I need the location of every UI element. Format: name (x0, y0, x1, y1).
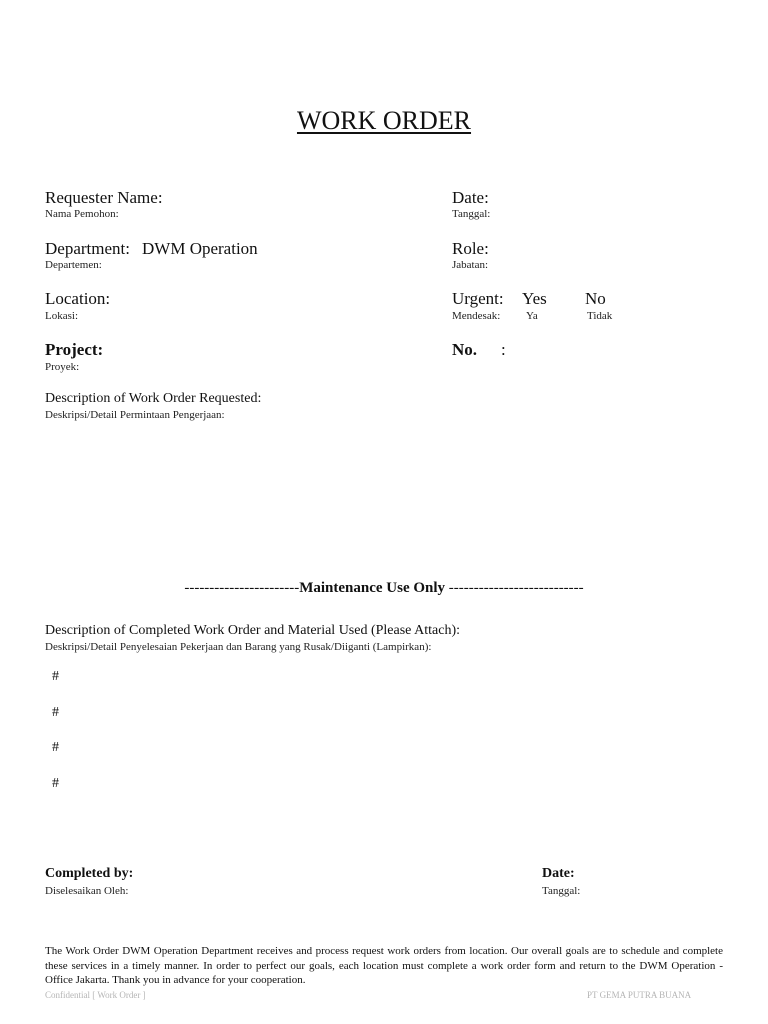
maintenance-dashes-left: ----------------------- (184, 580, 300, 596)
list-item: # (52, 705, 59, 720)
urgent-no-option[interactable]: No (585, 289, 606, 308)
project-sublabel: Proyek: (45, 361, 80, 373)
urgent-no-sublabel: Tidak (587, 310, 613, 322)
completed-date-sublabel: Tanggal: (542, 885, 581, 897)
maintenance-divider (0, 580, 768, 597)
urgent-yes-option[interactable]: Yes (522, 289, 547, 308)
completed-by-label: Completed by: (45, 866, 134, 881)
footer-note: The Work Order DWM Operation Department receives and process request work orders from location. Our overall goals are to schedule and complete these services in a timely manner. In order to perfect our goals, each location must complete a work order form and return to the DWM Operation - Office Jakarta. Thank you in advance for your cooperation. (45, 945, 723, 986)
completed-description-label: Description of Completed Work Order and Material Used (Please Attach): (45, 623, 460, 638)
urgent-yes-sublabel: Ya (526, 310, 538, 322)
department-sublabel: Departemen: (45, 259, 102, 271)
list-item: # (52, 740, 59, 755)
completed-description-sublabel: Deskripsi/Detail Penyelesaian Pekerjaan dan Barang yang Rusak/Diiganti (Lampirkan): (45, 641, 432, 653)
number-colon: : (501, 340, 506, 359)
department-value: DWM Operation (142, 239, 258, 258)
date-sublabel: Tanggal: (452, 208, 491, 220)
list-item: # (52, 776, 59, 791)
requester-name-label: Requester Name: (45, 188, 163, 207)
date-label: Date: (452, 188, 489, 207)
completed-date-label: Date: (542, 866, 575, 881)
request-description-sublabel: Deskripsi/Detail Permintaan Pengerjaan: (45, 409, 225, 421)
location-label: Location: (45, 289, 111, 308)
urgent-label: Urgent: (452, 289, 504, 308)
company-name: PT GEMA PUTRA BUANA (587, 990, 692, 1000)
urgent-sublabel: Mendesak: (452, 310, 501, 322)
completed-by-sublabel: Diselesaikan Oleh: (45, 885, 129, 897)
department-label: Department: (45, 239, 130, 258)
location-sublabel: Lokasi: (45, 310, 78, 322)
request-description-label: Description of Work Order Requested: (45, 391, 262, 406)
number-label: No. (452, 340, 478, 359)
role-sublabel: Jabatan: (452, 259, 489, 271)
role-label: Role: (452, 239, 489, 258)
confidential-label: Confidential [ Work Order ] (45, 990, 146, 1000)
page-title: WORK ORDER (296, 106, 472, 135)
maintenance-dashes-right: --------------------------- (445, 580, 584, 596)
list-item: # (52, 669, 59, 684)
maintenance-heading: Maintenance Use Only (299, 580, 446, 596)
requester-name-sublabel: Nama Pemohon: (45, 208, 119, 220)
project-label: Project: (45, 340, 104, 359)
